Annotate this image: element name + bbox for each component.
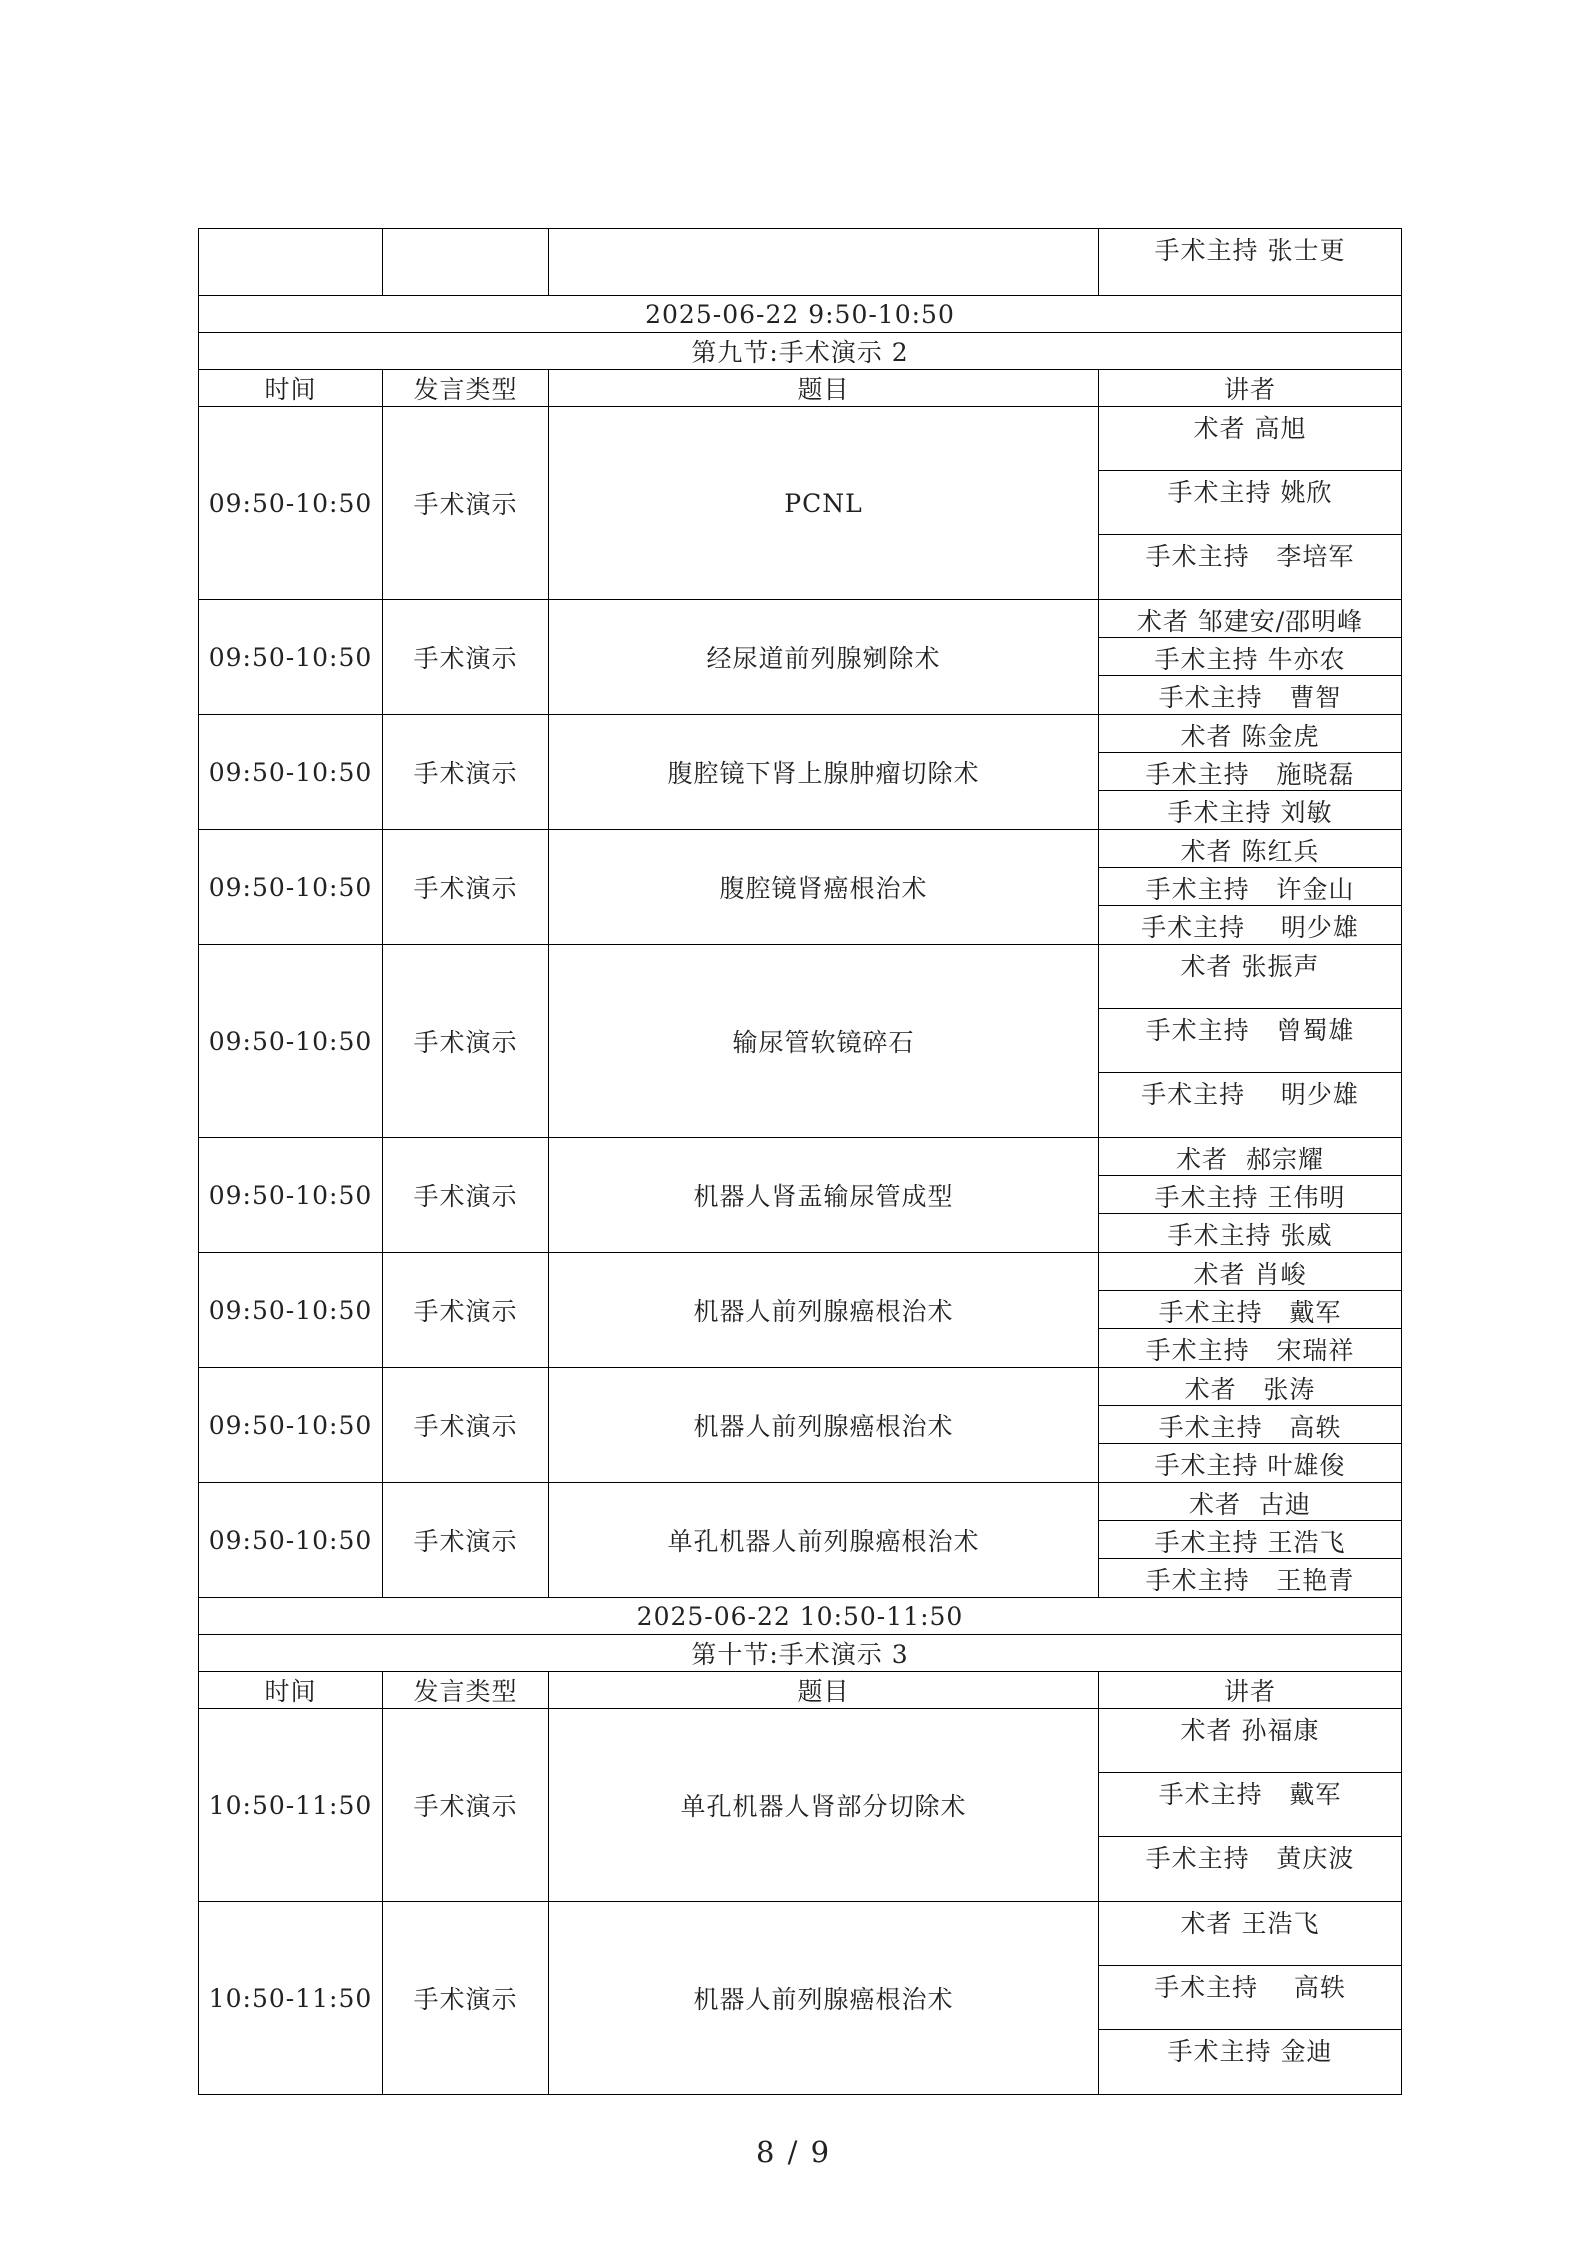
speaker-entry: 术者 陈金虎: [1099, 715, 1401, 753]
speaker-entry: 手术主持 刘敏: [1167, 798, 1333, 827]
topic-cell: 经尿道前列腺剜除术: [549, 600, 1099, 715]
type-cell: 手术演示: [383, 1138, 549, 1253]
time-cell: [199, 229, 383, 296]
time-cell: 09:50-10:50: [199, 715, 383, 830]
speaker-list: [1099, 715, 1401, 829]
speaker-entry: 术者 陈红兵: [1099, 830, 1401, 868]
time-cell: 09:50-10:50: [199, 830, 383, 945]
type-cell: [383, 229, 549, 296]
speaker-entry: 手术主持 宋瑞祥: [1145, 1336, 1355, 1365]
speaker-list: [1099, 407, 1401, 599]
speaker-entry: 手术主持 曾蜀雄: [1099, 1009, 1401, 1073]
table-row: [199, 1483, 1402, 1598]
column-header: 时间: [199, 1672, 383, 1709]
speaker-cell: [1099, 715, 1402, 830]
schedule-body: [199, 229, 1402, 2095]
time-cell: 09:50-10:50: [199, 1483, 383, 1598]
speaker-cell: 手术主持 张士更: [1099, 229, 1402, 296]
speaker-entry: 手术主持 曹智: [1158, 683, 1342, 712]
time-cell: 09:50-10:50: [199, 407, 383, 600]
column-header: 题目: [549, 370, 1099, 407]
type-cell: 手术演示: [383, 1483, 549, 1598]
table-row: [199, 407, 1402, 600]
topic-cell: 腹腔镜下肾上腺肿瘤切除术: [549, 715, 1099, 830]
table-row: [199, 830, 1402, 945]
column-header: 讲者: [1099, 1672, 1402, 1709]
speaker-cell: [1099, 1483, 1402, 1598]
speaker-cell: [1099, 1253, 1402, 1368]
type-cell: 手术演示: [383, 1253, 549, 1368]
table-row: [199, 1902, 1402, 2095]
speaker-entry: 术者 王浩飞: [1099, 1902, 1401, 1966]
topic-cell: 单孔机器人前列腺癌根治术: [549, 1483, 1099, 1598]
table-row: [199, 1138, 1402, 1253]
section-title: 第十节:手术演示 3: [199, 1635, 1402, 1672]
topic-cell: 单孔机器人肾部分切除术: [549, 1709, 1099, 1902]
topic-cell: 机器人前列腺癌根治术: [549, 1253, 1099, 1368]
speaker-entry: 手术主持 王浩飞: [1099, 1521, 1401, 1559]
speaker-list: [1099, 1709, 1401, 1901]
type-cell: 手术演示: [383, 715, 549, 830]
speaker-cell: [1099, 1709, 1402, 1902]
table-row: [199, 1253, 1402, 1368]
speaker-list: [1099, 1483, 1401, 1597]
speaker-entry: 术者 肖峻: [1099, 1253, 1401, 1291]
section-datetime-row: [199, 296, 1402, 333]
speaker-entry: 手术主持 张威: [1167, 1221, 1333, 1250]
topic-cell: 腹腔镜肾癌根治术: [549, 830, 1099, 945]
column-header: 讲者: [1099, 370, 1402, 407]
speaker-entry: 手术主持 施晓磊: [1099, 753, 1401, 791]
speaker-cell: [1099, 830, 1402, 945]
speaker-entry: 术者 高旭: [1099, 407, 1401, 471]
speaker-entry: 术者 张涛: [1099, 1368, 1401, 1406]
speaker-list: [1099, 1253, 1401, 1367]
type-cell: 手术演示: [383, 945, 549, 1138]
column-header: 发言类型: [383, 1672, 549, 1709]
time-cell: 09:50-10:50: [199, 1253, 383, 1368]
header-row: [199, 370, 1402, 407]
speaker-entry: 手术主持 许金山: [1099, 868, 1401, 906]
time-cell: 09:50-10:50: [199, 1368, 383, 1483]
topic-cell: 机器人肾盂输尿管成型: [549, 1138, 1099, 1253]
speaker-entry: 手术主持 王艳青: [1145, 1566, 1355, 1595]
time-cell: 10:50-11:50: [199, 1709, 383, 1902]
section-datetime: 2025-06-22 10:50-11:50: [199, 1598, 1402, 1635]
speaker-entry: 手术主持 王伟明: [1099, 1176, 1401, 1214]
speaker-entry: 手术主持 叶雄俊: [1154, 1451, 1346, 1480]
section-title: 第九节:手术演示 2: [199, 333, 1402, 370]
speaker-entry: 手术主持 姚欣: [1099, 471, 1401, 535]
speaker-cell: [1099, 1902, 1402, 2095]
speaker-entry: 术者 孙福康: [1099, 1709, 1401, 1773]
schedule-table: [198, 228, 1402, 2095]
time-cell: 09:50-10:50: [199, 600, 383, 715]
table-row: [199, 715, 1402, 830]
speaker-entry: 手术主持 明少雄: [1141, 1080, 1359, 1109]
speaker-entry: 手术主持 戴军: [1099, 1773, 1401, 1837]
type-cell: 手术演示: [383, 1368, 549, 1483]
speaker-entry: 手术主持 高轶: [1099, 1406, 1401, 1444]
section-datetime: 2025-06-22 9:50-10:50: [199, 296, 1402, 333]
speaker-entry: 手术主持 高轶: [1099, 1966, 1401, 2030]
speaker-list: [1099, 1902, 1401, 2094]
speaker-entry: 术者 邹建安/邵明峰: [1099, 600, 1401, 638]
topic-cell: 机器人前列腺癌根治术: [549, 1368, 1099, 1483]
table-row: [199, 1368, 1402, 1483]
speaker-cell: [1099, 407, 1402, 600]
topic-cell: [549, 229, 1099, 296]
topic-cell: 机器人前列腺癌根治术: [549, 1902, 1099, 2095]
table-row: [199, 600, 1402, 715]
speaker-list: [1099, 945, 1401, 1137]
section-title-row: [199, 333, 1402, 370]
table-row: [199, 1709, 1402, 1902]
type-cell: 手术演示: [383, 830, 549, 945]
speaker-cell: [1099, 945, 1402, 1138]
column-header: 发言类型: [383, 370, 549, 407]
section-datetime-row: [199, 1598, 1402, 1635]
time-cell: 09:50-10:50: [199, 945, 383, 1138]
speaker-cell: [1099, 1368, 1402, 1483]
time-cell: 10:50-11:50: [199, 1902, 383, 2095]
speaker-entry: 手术主持 李培军: [1145, 542, 1355, 571]
speaker-list: [1099, 830, 1401, 944]
topic-cell: PCNL: [549, 407, 1099, 600]
speaker-entry: 手术主持 金迪: [1167, 2037, 1333, 2066]
table-row: [199, 229, 1402, 296]
speaker-list: [1099, 1368, 1401, 1482]
type-cell: 手术演示: [383, 407, 549, 600]
table-row: [199, 945, 1402, 1138]
speaker-entry: 手术主持 黄庆波: [1145, 1844, 1355, 1873]
speaker-list: [1099, 1138, 1401, 1252]
topic-cell: 输尿管软镜碎石: [549, 945, 1099, 1138]
type-cell: 手术演示: [383, 1902, 549, 2095]
page-number: 8 / 9: [755, 2135, 832, 2169]
header-row: [199, 1672, 1402, 1709]
type-cell: 手术演示: [383, 600, 549, 715]
speaker-entry: 手术主持 明少雄: [1141, 913, 1359, 942]
speaker-list: [1099, 600, 1401, 714]
section-title-row: [199, 1635, 1402, 1672]
speaker-cell: [1099, 1138, 1402, 1253]
type-cell: 手术演示: [383, 1709, 549, 1902]
speaker-entry: 手术主持 牛亦农: [1099, 638, 1401, 676]
column-header: 时间: [199, 370, 383, 407]
speaker-entry: 术者 郝宗耀: [1099, 1138, 1401, 1176]
column-header: 题目: [549, 1672, 1099, 1709]
speaker-cell: [1099, 600, 1402, 715]
speaker-entry: 术者 古迪: [1099, 1483, 1401, 1521]
speaker-entry: 术者 张振声: [1099, 945, 1401, 1009]
speaker-entry: 手术主持 戴军: [1099, 1291, 1401, 1329]
time-cell: 09:50-10:50: [199, 1138, 383, 1253]
